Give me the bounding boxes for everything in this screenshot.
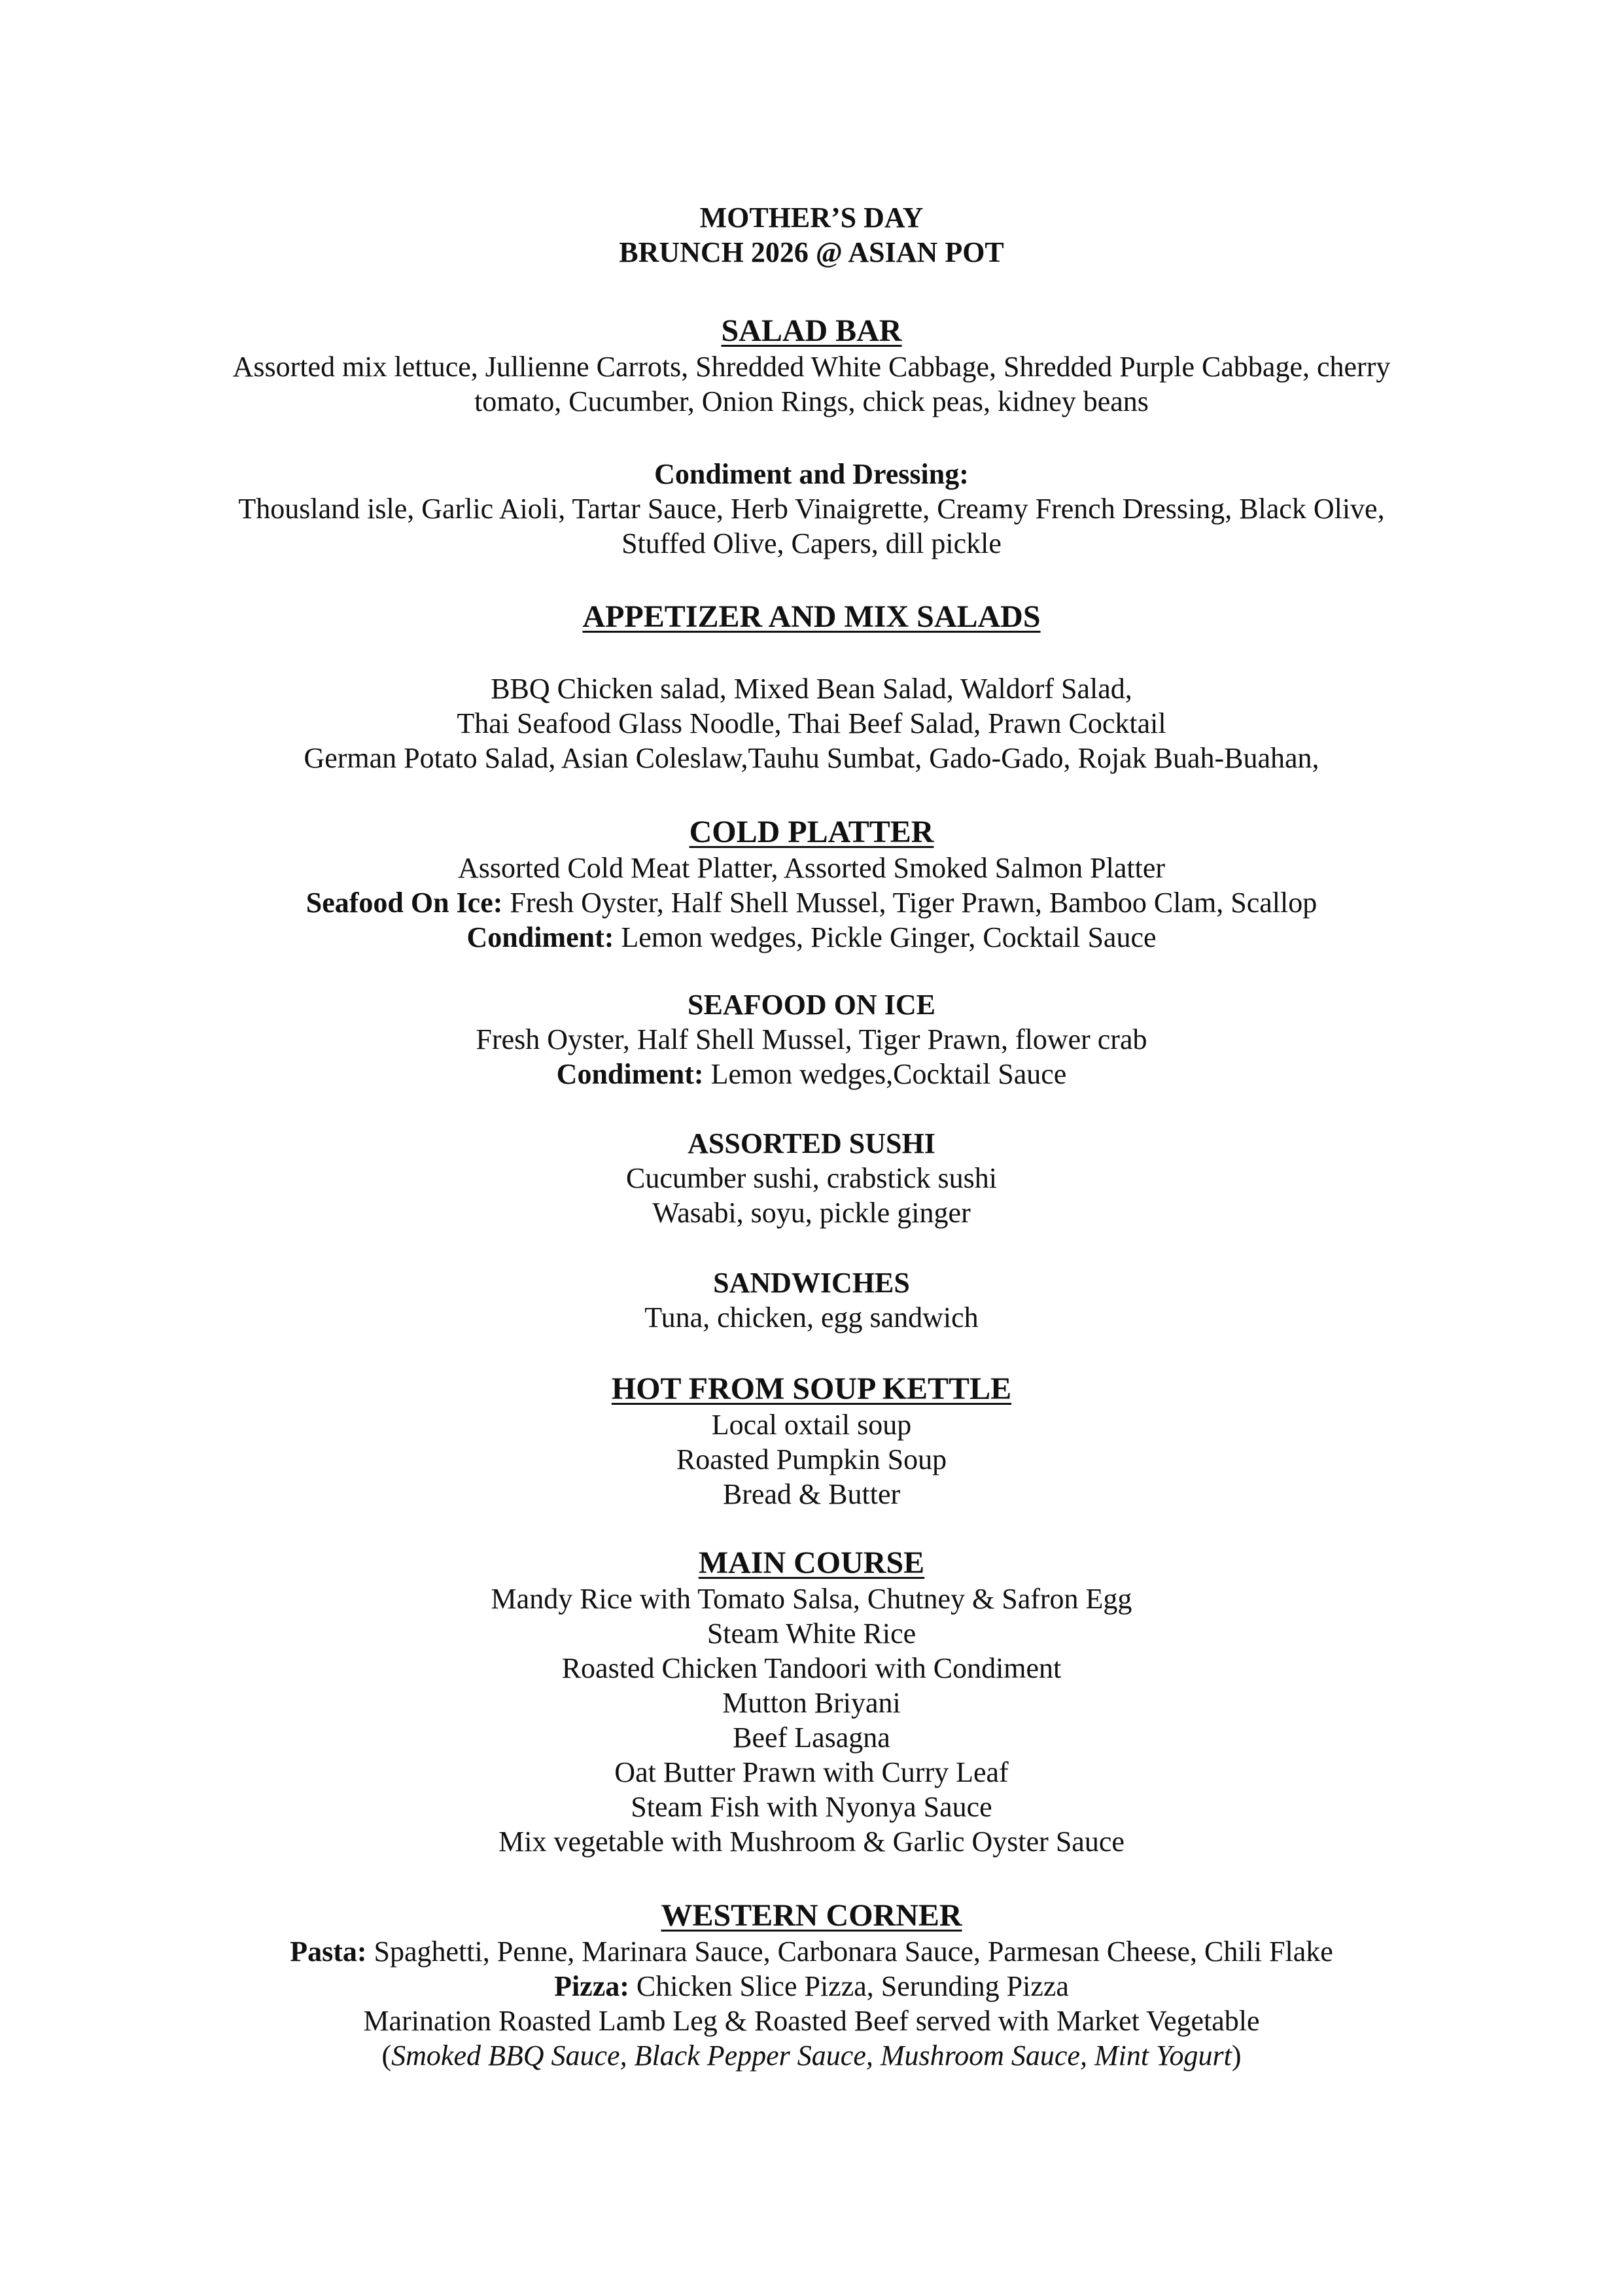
menu-line: Wasabi, soyu, pickle ginger [652, 1197, 971, 1229]
section-soup-kettle [157, 1371, 1466, 1511]
pizza-label: Pizza: [554, 1970, 629, 2002]
menu-line: Mutton Briyani [722, 1687, 901, 1719]
section-appetizer [157, 599, 1466, 635]
menu-line: Stuffed Olive, Capers, dill pickle [621, 527, 1002, 559]
menu-line: Assorted Cold Meat Platter, Assorted Smoked Salmon Platter [457, 852, 1166, 884]
condiment-label: Condiment: [466, 921, 614, 953]
menu-line: Beef Lasagna [733, 1722, 890, 1754]
menu-line [157, 1934, 1466, 1969]
menu-line [157, 2038, 1466, 2073]
menu-line: Marination Roasted Lamb Leg & Roasted Beef served with Market Vegetable [363, 2005, 1260, 2037]
section-main-course [157, 1545, 1466, 1859]
section-assorted-sushi [157, 1126, 1466, 1230]
pizza-text: Chicken Slice Pizza, Serunding Pizza [629, 1970, 1069, 2002]
menu-line: Mandy Rice with Tomato Salsa, Chutney & Safron Egg [491, 1583, 1132, 1615]
pasta-label: Pasta: [290, 1935, 367, 1968]
menu-line: Local oxtail soup [711, 1409, 912, 1441]
condiment-text: Lemon wedges,Cocktail Sauce [703, 1058, 1067, 1090]
subsection-heading: SANDWICHES [713, 1267, 910, 1299]
section-heading: HOT FROM SOUP KETTLE [611, 1371, 1012, 1406]
section-cold-platter [157, 814, 1466, 955]
pasta-text: Spaghetti, Penne, Marinara Sauce, Carbonara Sauce, Parmesan Cheese, Chili Flake [366, 1935, 1333, 1968]
section-sandwiches [157, 1265, 1466, 1335]
menu-line: Assorted mix lettuce, Jullienne Carrots, Shredded White Cabbage, Shredded Purple Cabbage, cherry [232, 351, 1391, 383]
menu-line [157, 920, 1466, 955]
menu-line: Tuna, chicken, egg sandwich [644, 1301, 979, 1333]
title-line-1: MOTHER’S DAY [699, 202, 924, 234]
section-heading: MAIN COURSE [698, 1545, 925, 1580]
menu-line: tomato, Cucumber, Onion Rings, chick peas, kidney beans [474, 385, 1149, 417]
sauces-close: ) [1231, 2040, 1242, 2072]
menu-line: Mix vegetable with Mushroom & Garlic Oyster Sauce [498, 1826, 1125, 1858]
section-seafood-on-ice [157, 987, 1466, 1091]
section-salad-bar [157, 313, 1466, 419]
menu-line [157, 885, 1466, 920]
menu-line [157, 1969, 1466, 2004]
menu-line: Oat Butter Prawn with Curry Leaf [614, 1756, 1009, 1788]
condiment-text: Lemon wedges, Pickle Ginger, Cocktail Sauce [614, 921, 1157, 953]
menu-line: Steam Fish with Nyonya Sauce [631, 1791, 992, 1823]
section-heading: APPETIZER AND MIX SALADS [582, 599, 1041, 634]
menu-line: Bread & Butter [722, 1478, 901, 1510]
section-heading: WESTERN CORNER [661, 1898, 962, 1933]
section-heading: COLD PLATTER [689, 815, 934, 849]
section-heading: SALAD BAR [721, 313, 902, 348]
appetizer-items [157, 671, 1466, 775]
subsection-heading: Condiment and Dressing: [654, 458, 969, 490]
sauces-open: ( [381, 2040, 392, 2072]
menu-line: Roasted Pumpkin Soup [676, 1443, 947, 1475]
menu-line: German Potato Salad, Asian Coleslaw,Tauhu Sumbat, Gado-Gado, Rojak Buah-Buahan, [304, 742, 1319, 774]
condiment-label: Condiment: [556, 1058, 704, 1090]
section-western-corner [157, 1898, 1466, 2073]
menu-line: Steam White Rice [707, 1617, 916, 1650]
sauces-text: Smoked BBQ Sauce, Black Pepper Sauce, Mushroom Sauce, Mint Yogurt [391, 2040, 1232, 2072]
condiment-and-dressing [157, 457, 1466, 561]
menu-line: Roasted Chicken Tandoori with Condiment [561, 1652, 1062, 1684]
menu-line: Fresh Oyster, Half Shell Mussel, Tiger Prawn, flower crab [476, 1023, 1147, 1055]
menu-title [0, 200, 1623, 270]
subsection-heading: SEAFOOD ON ICE [688, 989, 935, 1021]
menu-line: Cucumber sushi, crabstick sushi [625, 1162, 998, 1194]
menu-line [157, 1057, 1466, 1091]
menu-line: Thousland isle, Garlic Aioli, Tartar Sauce, Herb Vinaigrette, Creamy French Dressing, Black Olive, [238, 493, 1385, 525]
title-line-2: BRUNCH 2026 @ ASIAN POT [619, 236, 1004, 268]
menu-line: Thai Seafood Glass Noodle, Thai Beef Salad, Prawn Cocktail [457, 707, 1166, 739]
seafood-text: Fresh Oyster, Half Shell Mussel, Tiger Prawn, Bamboo Clam, Scallop [502, 887, 1318, 919]
menu-line: BBQ Chicken salad, Mixed Bean Salad, Waldorf Salad, [491, 673, 1132, 705]
subsection-heading: ASSORTED SUSHI [688, 1127, 935, 1159]
seafood-label: Seafood On Ice: [305, 887, 503, 919]
